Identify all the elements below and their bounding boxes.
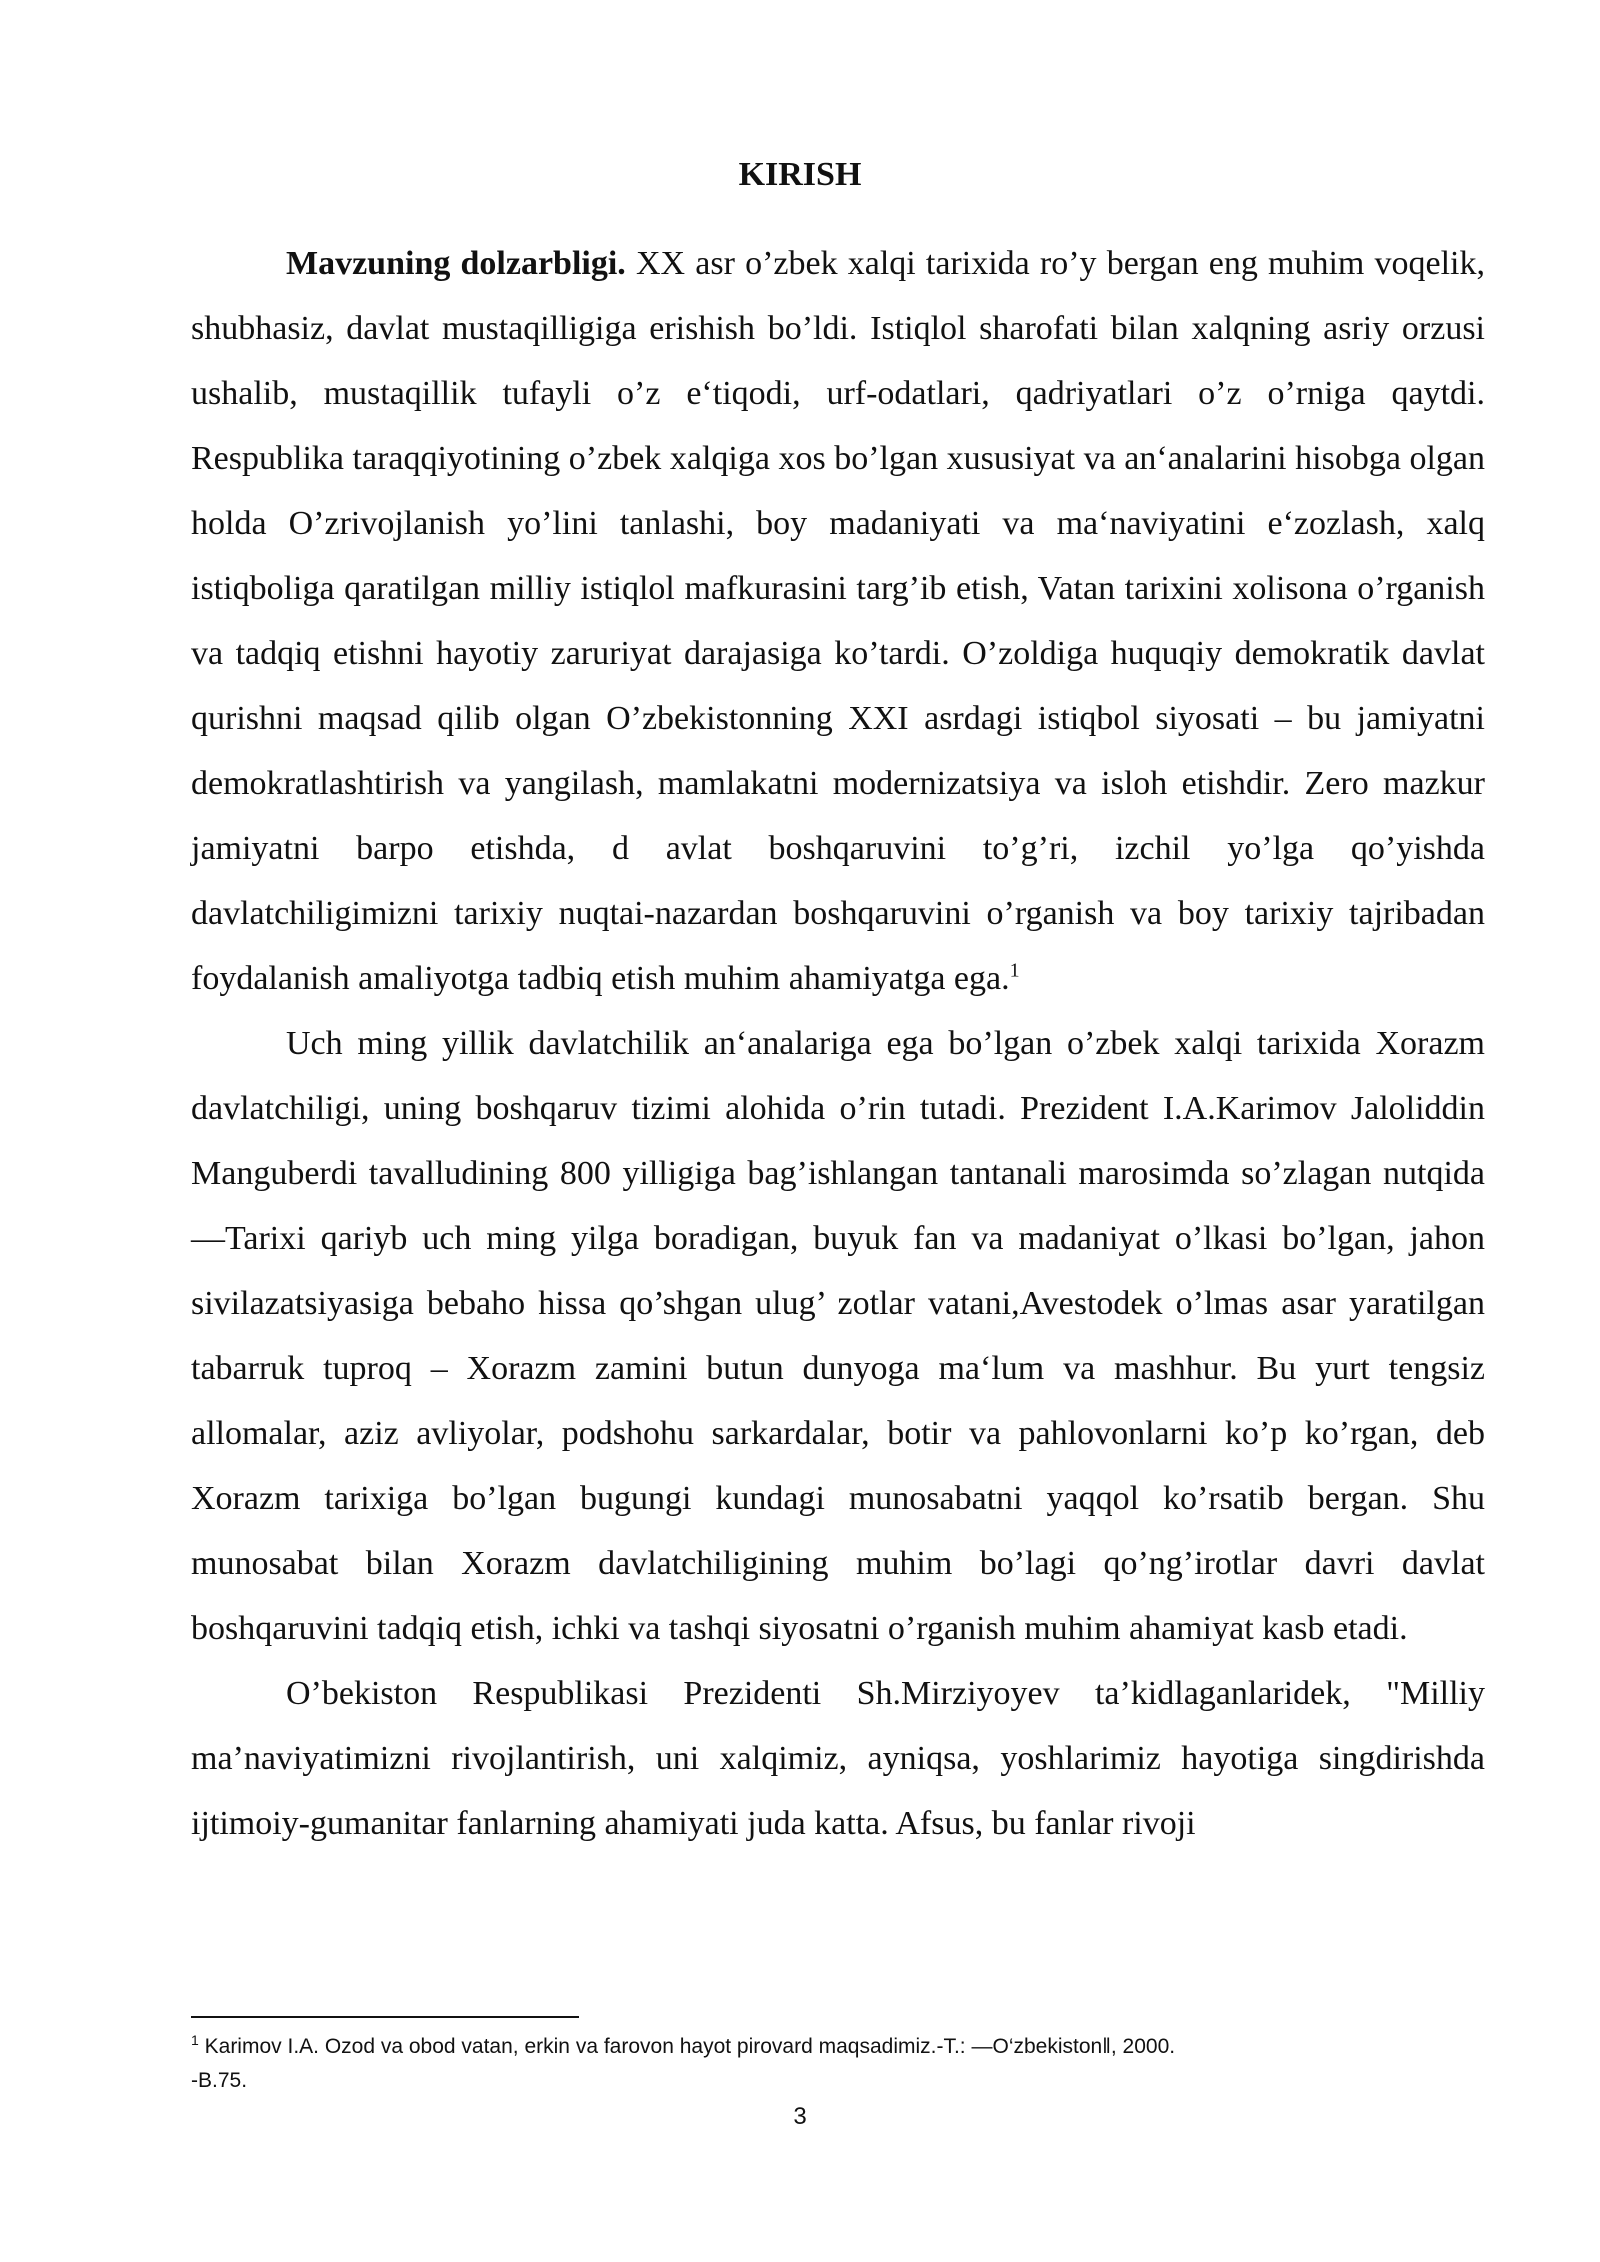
paragraph-text: XX asr o’zbek xalqi tarixida ro’y bergan eng muhim voqelik, shubhasiz, davlat mustaqilligiga erishish bo’ldi. Istiqlol sharofati bilan xalqning asriy orzusi ushalib, mustaqillik tufayli o’z e‘tiqodi, urf-odatlari, qadriyatlari o’z o’rniga qaytdi. Respublika taraqqiyotining o’zbek xalqiga xos bo’lgan xususiyat va an‘analarini hisobga olgan holda O’zrivojlanish yo’lini tanlashi, boy madaniyati va ma‘naviyatini e‘zozlash, xalq istiqboliga qaratilgan milliy istiqlol mafkurasini targ’ib etish, Vatan tarixini xolisona o’rganish va tadqiq etishni hayotiy zaruriyat darajasiga ko’tardi. O’zoldiga huquqiy demokratik davlat qurishni maqsad qilib olgan O’zbekistonning XXI asrdagi istiqbol siyosati – bu jamiyatni demokratlashtirish va yangilash, mamlakatni modernizatsiya va isloh etishdir. Zero mazkur jamiyatni barpo etishda, d avlat boshqaruvini to’g’ri, izchil yo’lga qo’yishda davlatchiligimizni tarixiy nuqtai-nazardan boshqaruvini o’rganish va boy tarixiy tajribadan foydalanish amaliyotga tadbiq etish muhim ahamiyatga ega. <box>191 245 1486 997</box>
page-number: 3 <box>793 2103 807 2130</box>
paragraph-president <box>191 1661 1485 1856</box>
footnote-mark: 1 <box>191 2032 199 2048</box>
paragraph-text: Uch ming yillik davlatchilik an‘analariga ega bo’lgan o’zbek xalqi tarixida Xorazm davlatchiligi, uning boshqaruv tizimi alohida o’rin tutadi. Prezident I.A.Karimov Jaloliddin Manguberdi tavalludining 800 yilligiga bag’ishlangan tantanali marosimda so’zlagan nutqida ―Tarixi qariyb uch ming yilga boradigan, buyuk fan va madaniyat o’lkasi bo’lgan, jahon sivilazatsiyasiga bebaho hissa qo’shgan ulug’ zotlar vatani,Avestodek o’lmas asar yaratilgan tabarruk tuproq – Xorazm zamini butun dunyoga ma‘lum va mashhur. Bu yurt tengsiz allomalar, aziz avliyolar, podshohu sarkardalar, botir va pahlovonlarni ko’p ko’rgan, deb Xorazm tarixiga bo’lgan bugungi kundagi munosabatni yaqqol ko’rsatib bergan. Shu munosabat bilan Xorazm davlatchiligining muhim bo’lagi qo’ng’irotlar davri davlat boshqaruvini tadqiq etish, ichki va tashqi siyosatni o’rganish muhim ahamiyat kasb etadi. <box>191 1025 1485 1647</box>
footnote <box>191 2030 1491 2098</box>
body-text <box>191 231 1485 1856</box>
footnote-separator <box>191 2016 579 2018</box>
paragraph-text: O’bekiston Respublikasi Prezidenti Sh.Mirziyoyev ta’kidlaganlaridek, "Milliy ma’naviyatimizni rivojlantirish, uni xalqimiz, ayniqsa, yoshlarimiz hayotiga singdirishda ijtimoiy-gumanitar fanlarning ahamiyati juda katta. Afsus, bu fanlar rivoji <box>191 1675 1485 1842</box>
footnote-reference[interactable]: 1 <box>1009 959 1020 982</box>
footnote-line <box>191 2030 1491 2064</box>
paragraph-relevance <box>191 231 1485 1011</box>
footnote-text: Karimov I.A. Ozod va obod vatan, erkin va farovon hayot pirovard maqsadimiz.-T.: ―O‘zbekiston‖, 2000. <box>198 2035 1176 2058</box>
footnote-line: -B.75. <box>191 2069 248 2092</box>
section-title: KIRISH <box>738 156 862 193</box>
paragraph-khorezm <box>191 1011 1485 1661</box>
paragraph-lead: Mavzuning dolzarbligi. <box>286 245 626 282</box>
